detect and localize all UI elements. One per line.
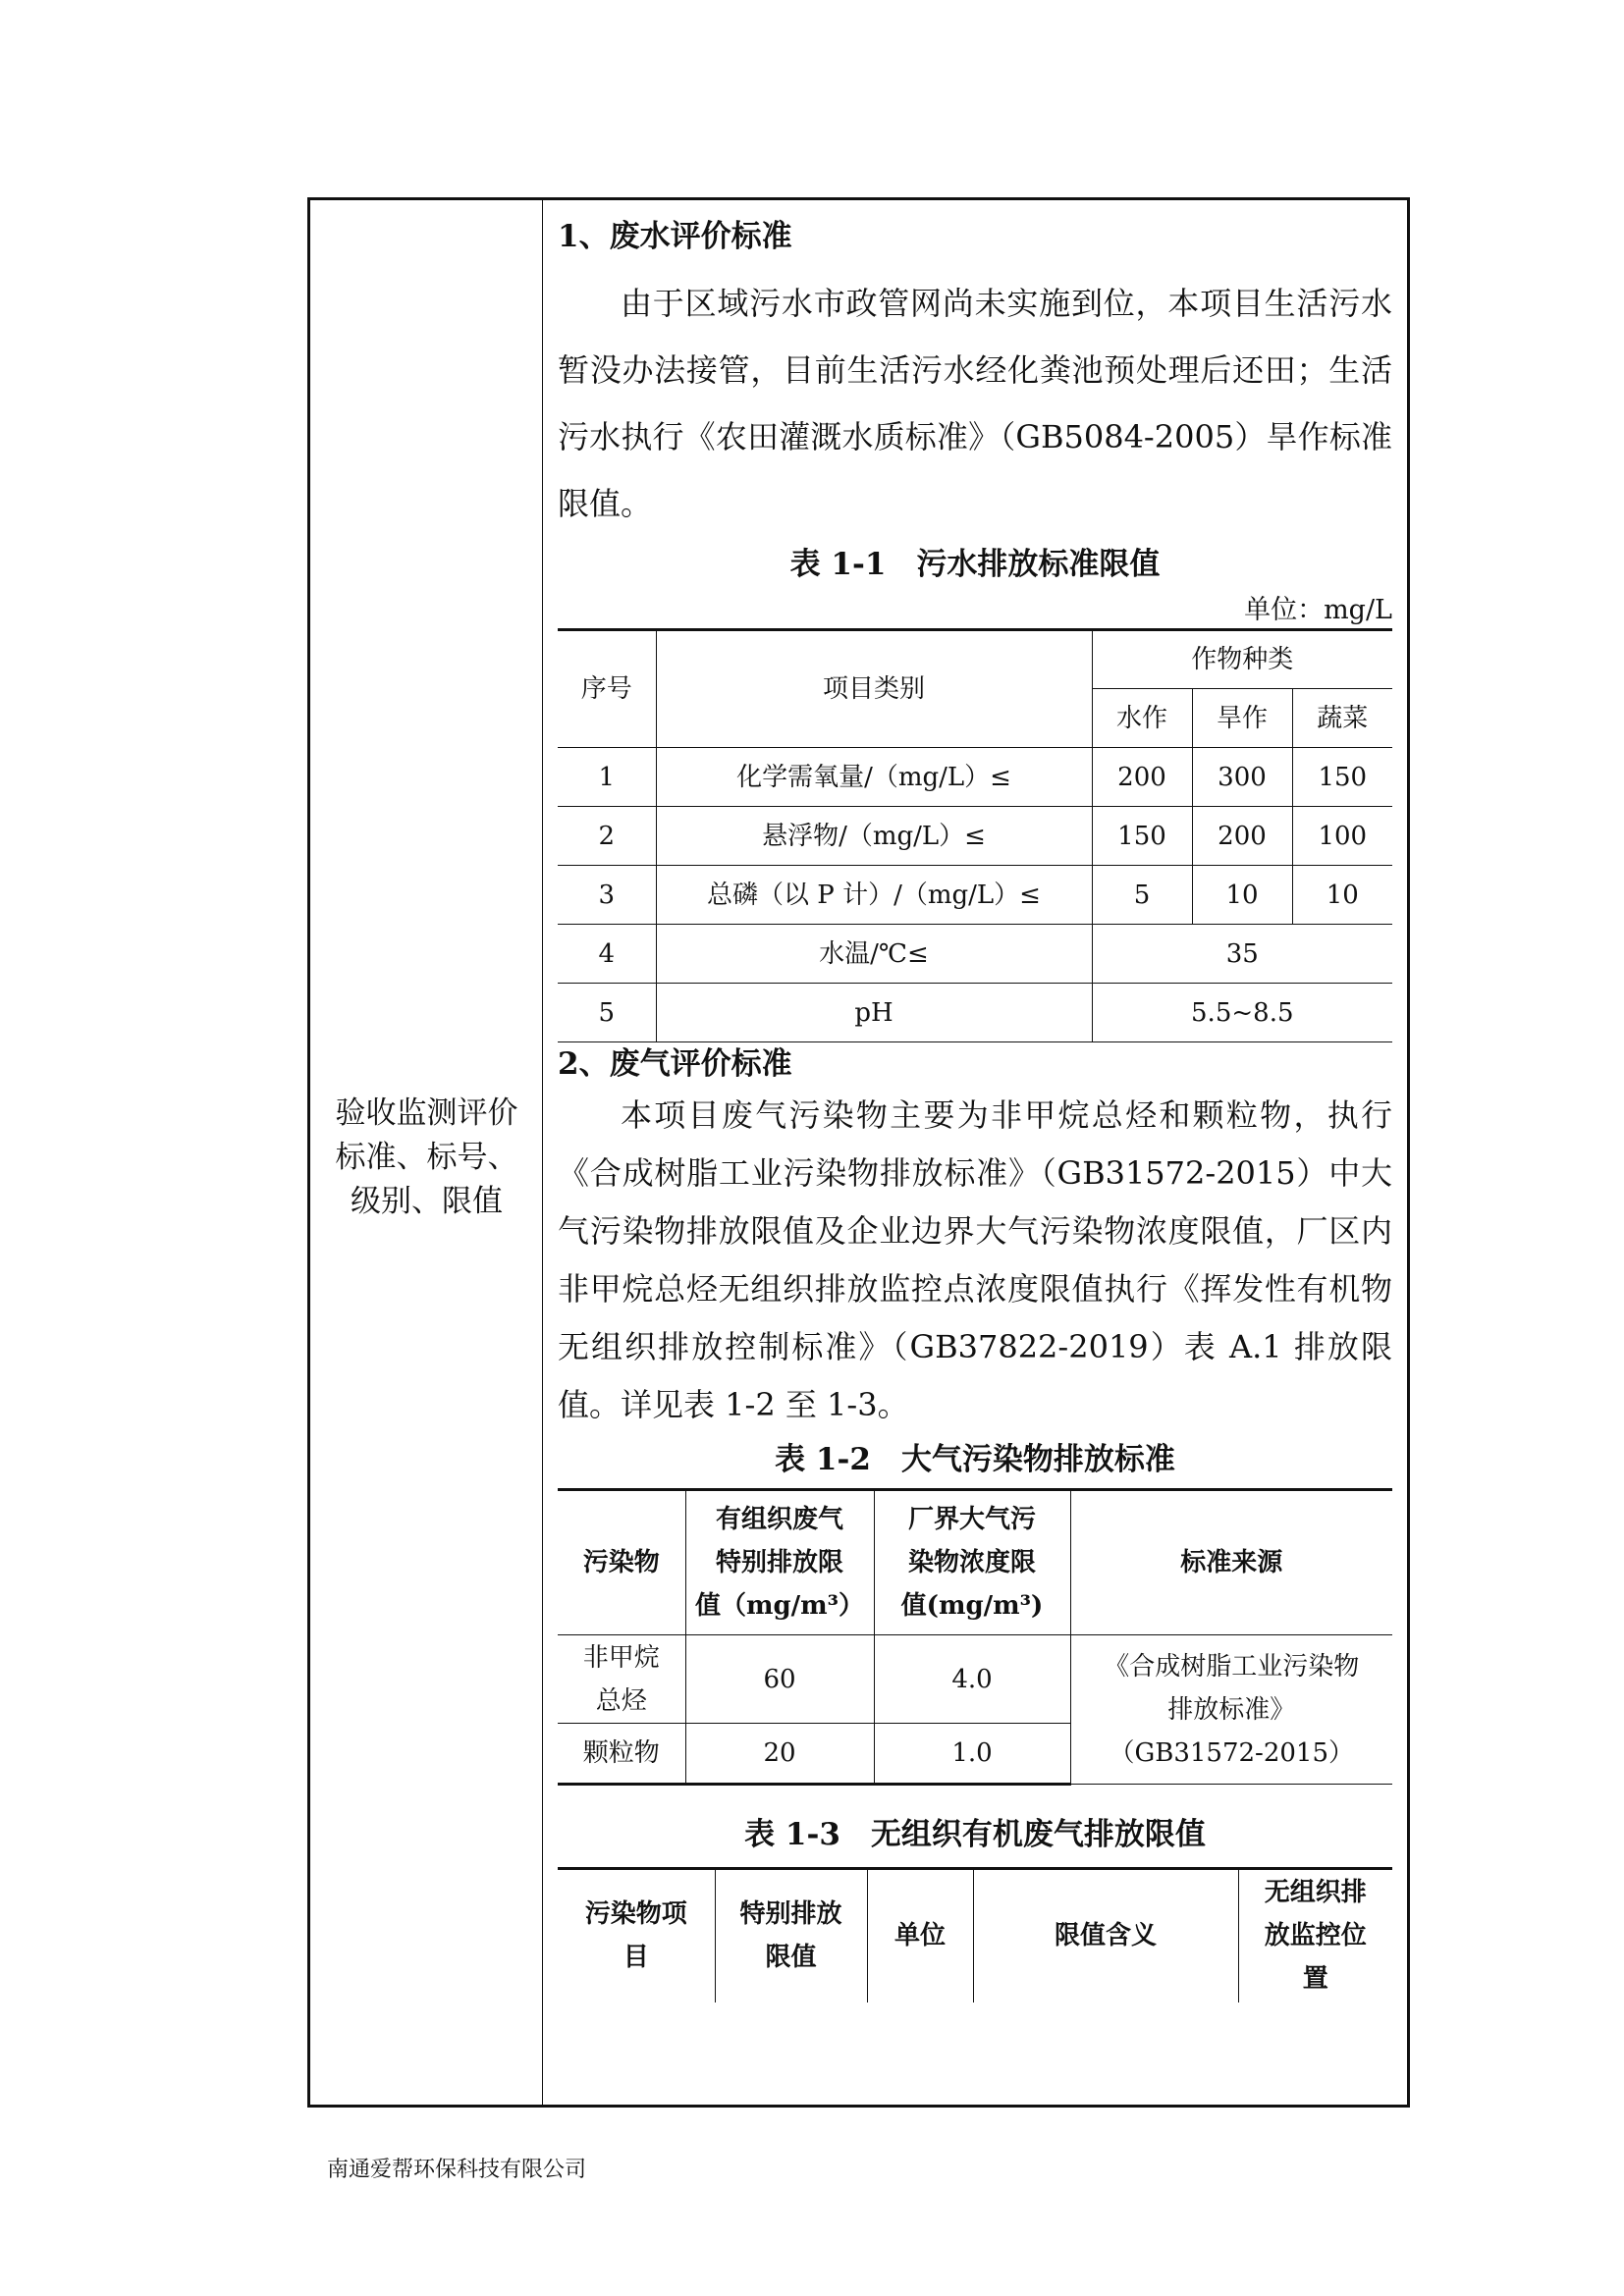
cell-line: 非甲烷 xyxy=(582,1642,660,1673)
cell-pollutant xyxy=(558,1635,685,1724)
cell-veg: 150 xyxy=(1292,748,1392,807)
cell-no: 5 xyxy=(558,984,656,1042)
cell-dry: 200 xyxy=(1192,807,1292,866)
header-source: 标准来源 xyxy=(1070,1490,1392,1635)
cell-line: 总烃 xyxy=(595,1685,647,1716)
header-organized-limit xyxy=(685,1490,874,1635)
cell-boundary: 1.0 xyxy=(874,1724,1070,1785)
label-line: 级别、限值 xyxy=(351,1184,503,1219)
header-limit xyxy=(715,1869,867,2002)
cell-item: 悬浮物/（mg/L）≤ xyxy=(656,807,1092,866)
section-heading: 1、废水评价标准 xyxy=(558,219,792,254)
cell-veg: 100 xyxy=(1292,807,1392,866)
cell-item: 化学需氧量/（mg/L）≤ xyxy=(656,748,1092,807)
header-water: 水作 xyxy=(1092,689,1192,748)
cell-item: pH xyxy=(656,984,1092,1042)
cell-water: 200 xyxy=(1092,748,1192,807)
table-row xyxy=(558,984,1392,1042)
label-line: 标准、标号、 xyxy=(335,1140,518,1175)
cell-no: 4 xyxy=(558,925,656,984)
header-line: 放监控位 xyxy=(1264,1921,1367,1951)
cell-item: 总磷（以 P 计）/（mg/L）≤ xyxy=(656,866,1092,925)
table-row xyxy=(558,1635,1392,1724)
header-line: 污染物项 xyxy=(584,1899,687,1930)
table-caption: 表 1-3 无组织有机废气排放限值 xyxy=(744,1817,1206,1852)
cell-veg: 10 xyxy=(1292,866,1392,925)
table-caption: 表 1-1 污水排放标准限值 xyxy=(789,547,1161,582)
header-line: 有组织废气 xyxy=(715,1505,843,1534)
header-line: 特别排放 xyxy=(739,1899,842,1930)
cell-dry: 300 xyxy=(1192,748,1292,807)
header-no: 序号 xyxy=(558,630,656,748)
cell-organized: 20 xyxy=(685,1724,874,1785)
header-boundary-limit xyxy=(874,1490,1070,1635)
header-veg: 蔬菜 xyxy=(1292,689,1392,748)
cell-item: 水温/℃≤ xyxy=(656,925,1092,984)
wastewater-limits-table xyxy=(558,628,1392,1042)
unorganized-voc-limits-table xyxy=(558,1867,1392,2002)
air-pollutant-standard-table xyxy=(558,1488,1392,1786)
cell-boundary: 4.0 xyxy=(874,1635,1070,1724)
cell-source xyxy=(1070,1635,1392,1785)
cell-line: 《合成树脂工业污染物 xyxy=(1104,1651,1360,1682)
content-frame xyxy=(307,197,1410,2108)
cell-no: 2 xyxy=(558,807,656,866)
header-line: 值（mg/m³） xyxy=(694,1591,865,1621)
cell-water: 150 xyxy=(1092,807,1192,866)
header-line: 置 xyxy=(1302,1964,1328,1995)
table-row xyxy=(558,925,1392,984)
header-item: 项目类别 xyxy=(656,630,1092,748)
cell-pollutant: 颗粒物 xyxy=(558,1724,685,1785)
table-row xyxy=(558,807,1392,866)
table-row xyxy=(558,748,1392,807)
header-meaning: 限值含义 xyxy=(973,1869,1238,2002)
header-line: 目 xyxy=(623,1943,649,1973)
section-heading: 2、废气评价标准 xyxy=(558,1046,792,1082)
header-crop: 作物种类 xyxy=(1092,630,1392,689)
cell-no: 3 xyxy=(558,866,656,925)
table-row xyxy=(558,866,1392,925)
header-monitor-position xyxy=(1238,1869,1392,2002)
cell-line: （GB31572-2015） xyxy=(1109,1737,1355,1768)
cell-line: 排放标准》 xyxy=(1167,1694,1296,1725)
section-paragraph: 本项目废气污染物主要为非甲烷总烃和颗粒物，执行《合成树脂工业污染物排放标准》（GB31572-2015）中大气污染物排放限值及企业边界大气污染物浓度限值，厂区内非甲烷总烃无组织排放监控点浓度限值执行《挥发性有机物无组织排放控制标准》（GB37822-2019）表 A.1 排放限值。详见表 1-2 至 1-3。 xyxy=(558,1096,1392,1423)
cell-merged-value: 5.5~8.5 xyxy=(1092,984,1392,1042)
cell-no: 1 xyxy=(558,748,656,807)
header-pollutant: 污染物 xyxy=(558,1490,685,1635)
table-caption: 表 1-2 大气污染物排放标准 xyxy=(775,1442,1175,1477)
header-line: 特别排放限 xyxy=(715,1548,843,1577)
cell-merged-value: 35 xyxy=(1092,925,1392,984)
header-dry: 旱作 xyxy=(1192,689,1292,748)
cell-water: 5 xyxy=(1092,866,1192,925)
section-paragraph: 由于区域污水市政管网尚未实施到位，本项目生活污水暂没办法接管，目前生活污水经化粪池预处理后还田；生活污水执行《农田灌溉水质标准》（GB5084-2005）旱作标准限值。 xyxy=(558,285,1392,522)
table-unit: 单位：mg/L xyxy=(1244,595,1392,625)
company-footer: 南通爱帮环保科技有限公司 xyxy=(327,2158,587,2182)
content-cell xyxy=(558,200,1392,2002)
label-cell xyxy=(310,200,543,2105)
label-line: 验收监测评价 xyxy=(335,1095,518,1131)
header-line: 染物浓度限 xyxy=(907,1548,1036,1577)
row-label xyxy=(310,1092,543,1224)
header-line: 无组织排 xyxy=(1264,1878,1367,1908)
cell-dry: 10 xyxy=(1192,866,1292,925)
header-line: 限值 xyxy=(765,1943,817,1973)
header-line: 值(mg/m³) xyxy=(900,1591,1044,1621)
cell-organized: 60 xyxy=(685,1635,874,1724)
header-line: 厂界大气污 xyxy=(907,1505,1036,1534)
header-item xyxy=(558,1869,715,2002)
header-unit: 单位 xyxy=(867,1869,973,2002)
